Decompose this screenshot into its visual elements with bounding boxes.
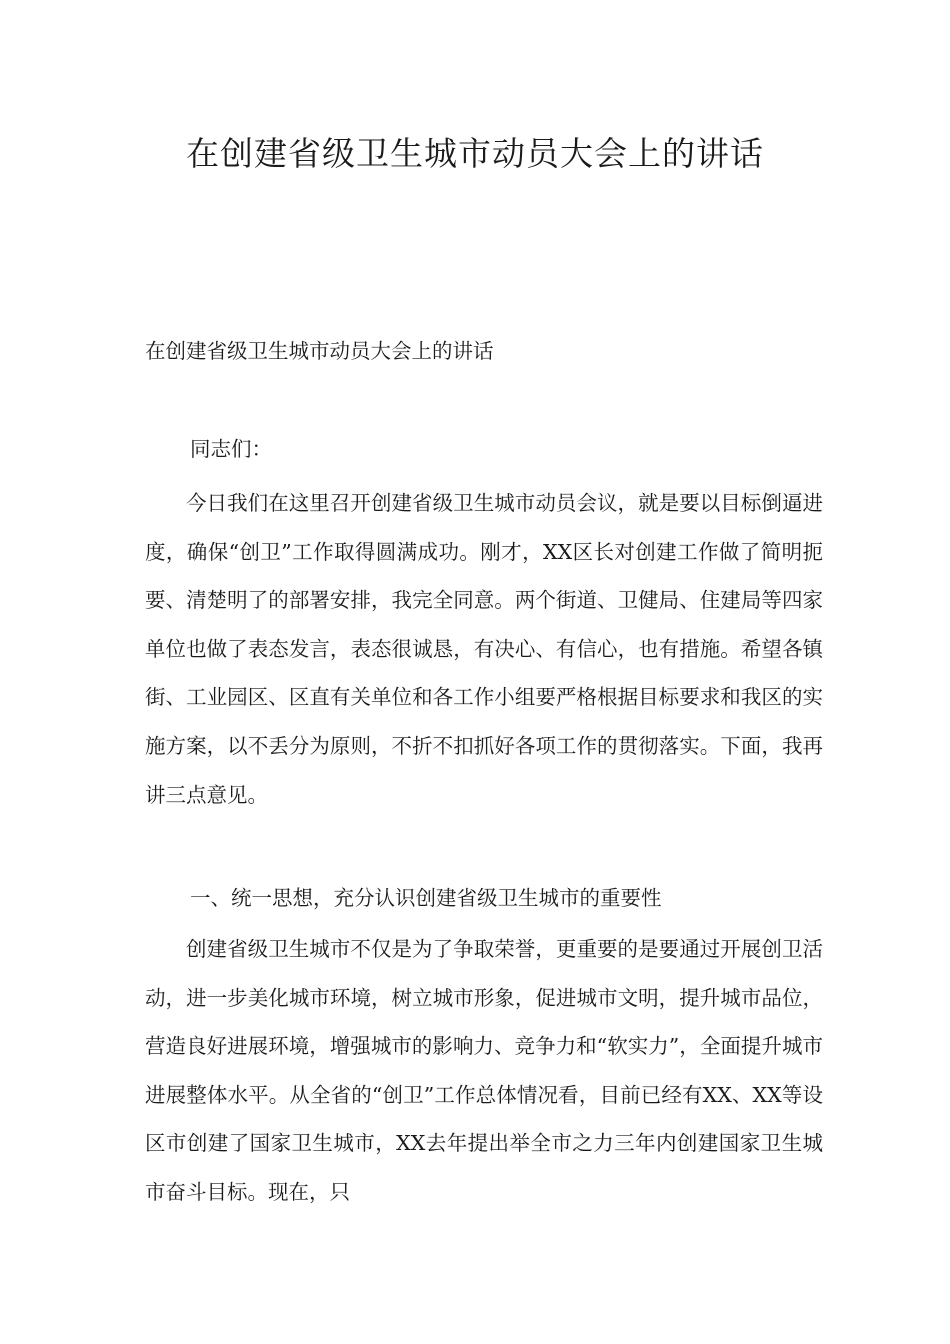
body-paragraph: 今日我们在这里召开创建省级卫生城市动员会议，就是要以目标倒逼进度，确保“创卫”工作取得圆满成功。刚才，XX区长对创建工作做了简明扼要、清楚明了的部署安排，我完全同意。两个街道、卫健局、住建局等四家单位也做了表态发言，表态很诚恳，有决心、有信心，也有措施。希望各镇街、工业园区、区直有关单位和各工作小组要严格根据目标要求和我区的实施方案，以不丢分为原则，不折不扣抓好各项工作的贯彻落实。下面，我再讲三点意见。	[145, 491, 823, 807]
body-paragraph-2-container	[145, 925, 823, 1217]
body-paragraph-1-container	[145, 479, 823, 819]
document-subtitle: 在创建省级卫生城市动员大会上的讲话	[145, 339, 494, 363]
salutation: 同志们：	[190, 437, 272, 461]
section-heading-1: 一、统一思想，充分认识创建省级卫生城市的重要性	[190, 886, 662, 910]
page-title: 在创建省级卫生城市动员大会上的讲话	[186, 134, 764, 173]
body-paragraph: 创建省级卫生城市不仅是为了争取荣誉，更重要的是要通过开展创卫活动，进一步美化城市环境，树立城市形象，促进城市文明，提升城市品位，营造良好进展环境，增强城市的影响力、竞争力和“软实力”，全面提升城市进展整体水平。从全省的“创卫”工作总体情况看，目前已经有XX、XX等设区市创建了国家卫生城市，XX去年提出举全市之力三年内创建国家卫生城市奋斗目标。现在，只	[145, 937, 823, 1204]
